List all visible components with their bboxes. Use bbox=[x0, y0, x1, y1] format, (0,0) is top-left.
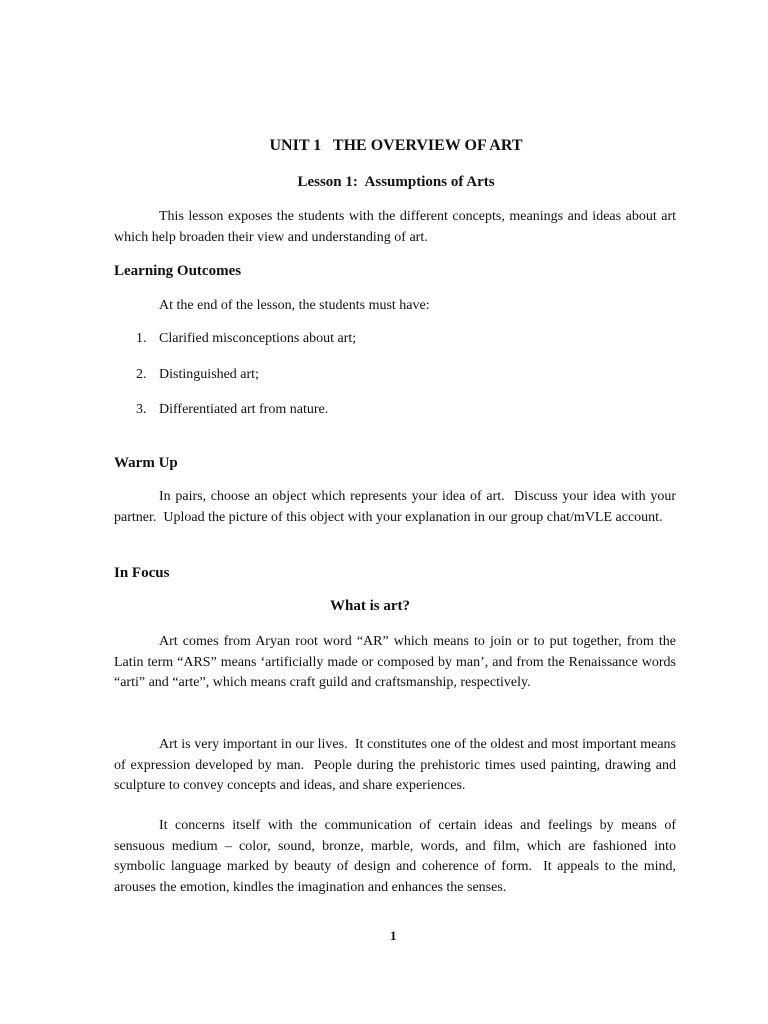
page-number: 1 bbox=[390, 928, 397, 943]
body-paragraph: Art is very important in our lives. It constitutes one of the oldest and most important means of expression developed by man. People during the prehistoric times used painting, drawing and sculpture to convey concepts and ideas, and share experiences. bbox=[114, 737, 680, 793]
warm-up-paragraph: In pairs, choose an object which represents your idea of art. Discuss your idea with your partner. Upload the picture of this object with your explanation in our group chat/mVLE account. bbox=[114, 489, 680, 525]
warm-up-heading: Warm Up bbox=[114, 455, 178, 471]
outcome-number: 2. bbox=[136, 367, 147, 382]
outcome-item: Distinguished art; bbox=[159, 367, 259, 382]
outcome-number: 1. bbox=[136, 331, 147, 346]
outcome-item: Differentiated art from nature. bbox=[159, 402, 329, 417]
in-focus-heading: In Focus bbox=[114, 565, 170, 581]
lesson-title: Lesson 1: Assumptions of Arts bbox=[297, 174, 495, 190]
learning-outcomes-heading: Learning Outcomes bbox=[114, 263, 242, 279]
outcome-item: Clarified misconceptions about art; bbox=[159, 331, 357, 346]
learning-outcomes-lead: At the end of the lesson, the students must have: bbox=[159, 298, 430, 313]
what-is-art-heading: What is art? bbox=[330, 598, 410, 614]
body-paragraph: Art comes from Aryan root word “AR” which means to join or to put together, from the Latin term “ARS” means ‘artificially made or composed by man’, and from the Renaissance words “arti” and “arte”, which means craft guild and craftsmanship, respectively. bbox=[114, 634, 680, 690]
unit-title: UNIT 1 THE OVERVIEW OF ART bbox=[269, 137, 523, 154]
body-paragraph: It concerns itself with the communication of certain ideas and feelings by means of sensuous medium – color, sound, bronze, marble, words, and film, which are fashioned into symbolic language marked by beauty of design and coherence of form. It appeals to the mind, arouses the emotion, kindles the imagination and enhances the senses. bbox=[114, 818, 680, 895]
intro-paragraph: This lesson exposes the students with the different concepts, meanings and ideas about art which help broaden their view and understanding of art. bbox=[114, 209, 680, 245]
outcome-number: 3. bbox=[136, 402, 147, 417]
